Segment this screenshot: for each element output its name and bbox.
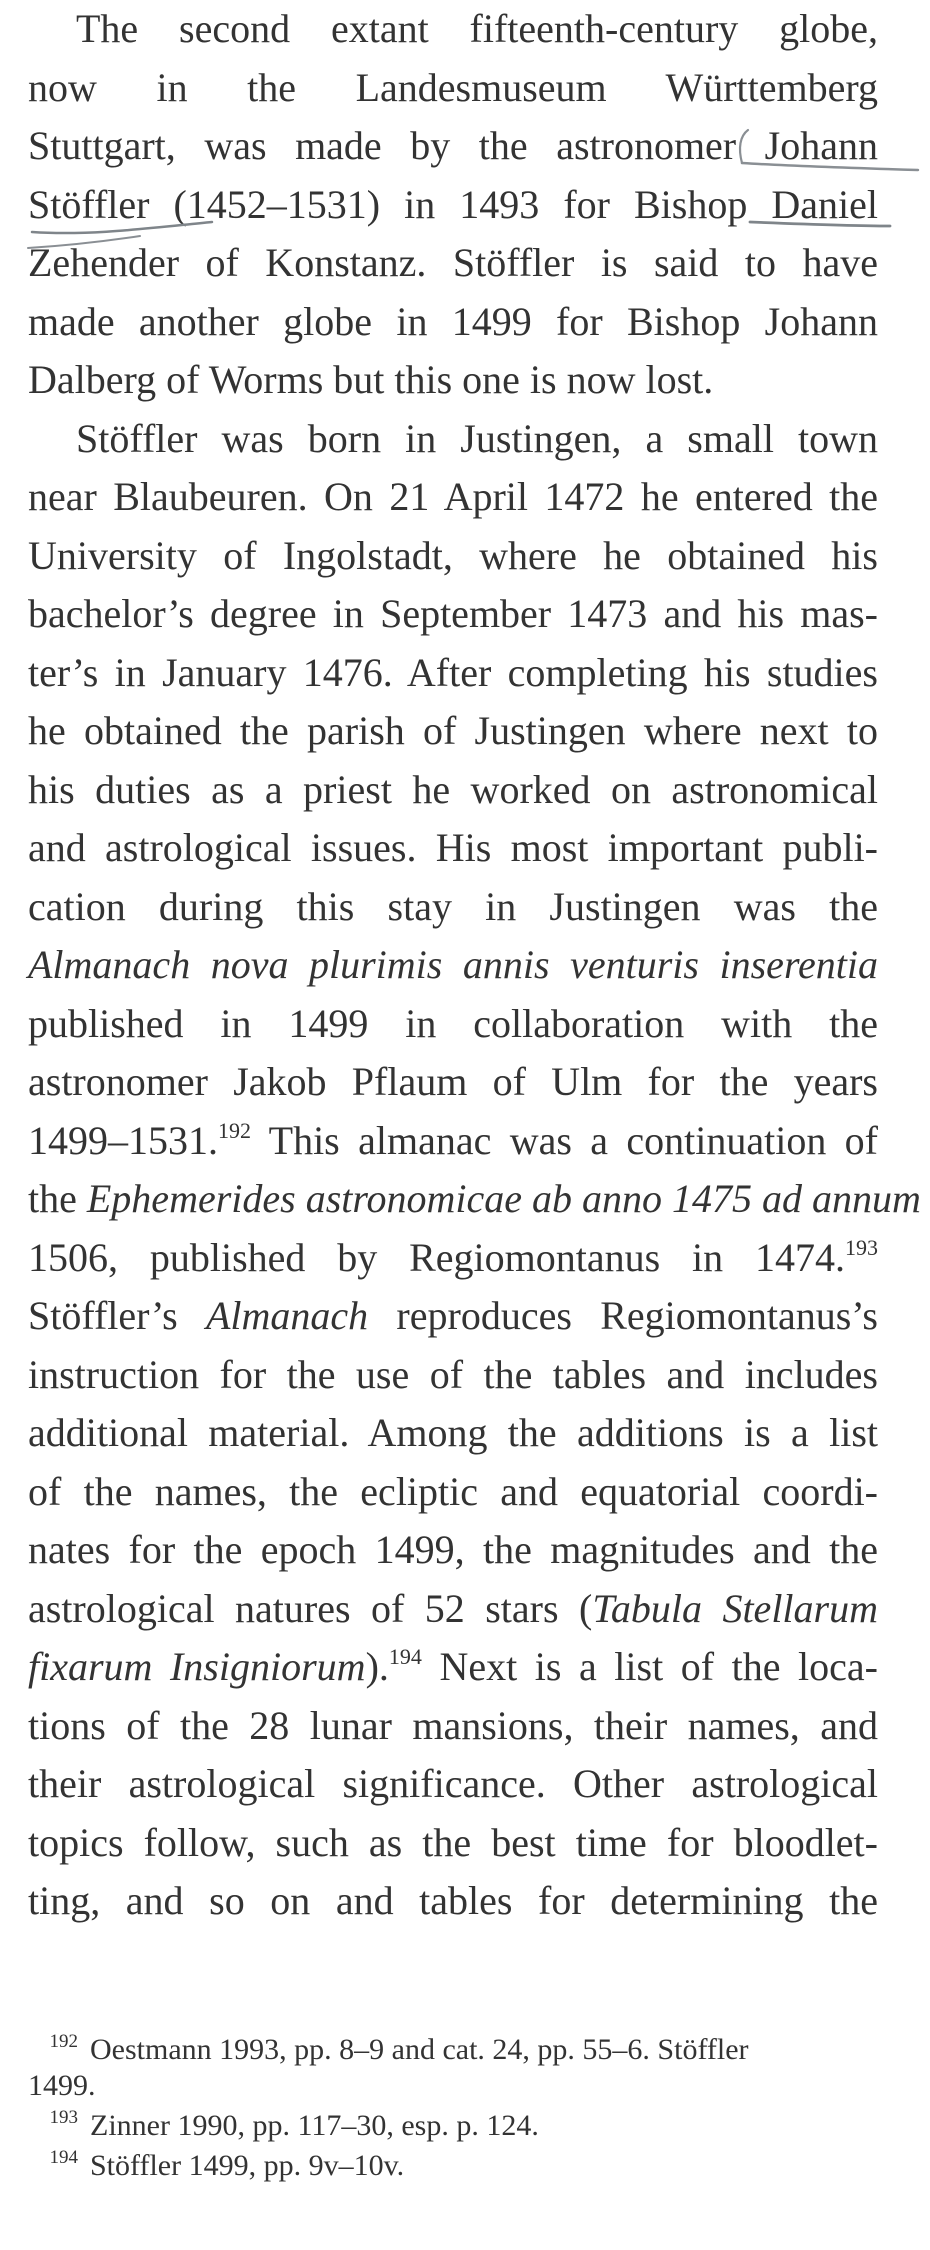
text-segment: made another globe in 1499 for Bishop Johann xyxy=(28,298,878,344)
text-line xyxy=(28,1580,878,1639)
text-segment: topics follow, such as the best time for bloodlet- xyxy=(28,1819,878,1865)
text-segment: their astrological significance. Other astrological xyxy=(28,1761,878,1806)
text-line xyxy=(28,761,878,820)
text-segment: 1499–1531. xyxy=(28,1117,218,1163)
text-segment: Zehender of Konstanz. Stöffler is said to have xyxy=(28,240,878,285)
text-line xyxy=(28,1229,878,1288)
text-line xyxy=(28,936,878,995)
text-line xyxy=(28,1697,878,1756)
text-line xyxy=(28,1170,921,1229)
text-segment: instruction for the use of the tables and includes xyxy=(28,1351,878,1397)
text-line xyxy=(28,1755,878,1814)
text-segment: ting, and so on and tables for determining the xyxy=(28,1878,878,1923)
footnote-text: Oestmann 1993, pp. 8–9 and cat. 24, pp. 55–6. Stöffler xyxy=(90,2033,749,2066)
footnote-line: 194 Stöffler 1499, pp. 9v–10v. xyxy=(49,2147,405,2182)
text-line xyxy=(28,176,878,235)
footnotes xyxy=(28,2032,878,2184)
text-line xyxy=(28,878,878,937)
text-segment: his duties as a priest he worked on astronomical xyxy=(28,766,878,812)
text-line xyxy=(28,1638,878,1697)
footnote-line: 193 Zinner 1990, pp. 117–30, esp. p. 124. xyxy=(49,2107,539,2142)
footnote-ref: 192 xyxy=(218,1117,251,1143)
text-segment: University of Ingolstadt, where he obtained his xyxy=(28,532,878,578)
footnote-line xyxy=(28,2068,878,2104)
text-line xyxy=(28,0,878,59)
text-line xyxy=(28,1872,878,1931)
text-line xyxy=(28,995,878,1054)
text-line xyxy=(28,351,878,410)
text-segment: Stuttgart, was made by the astronomer Johann xyxy=(28,123,878,168)
text-line xyxy=(28,1521,878,1580)
italic-text: Tabula Stellarum xyxy=(592,1585,878,1631)
text-line xyxy=(28,1112,878,1171)
text-segment: near Blaubeuren. On 21 April 1472 he entered the xyxy=(28,474,878,519)
text-line xyxy=(28,59,878,118)
text-segment: astronomer Jakob Pflaum of Ulm for the years xyxy=(28,1059,878,1104)
text-segment: Stöffler’s xyxy=(28,1293,206,1338)
text-segment: ter’s in January 1476. After completing his studies xyxy=(28,649,878,695)
text-segment: bachelor’s degree in September 1473 and his mas- xyxy=(28,591,878,636)
text-segment: The second extant fifteenth-century globe, xyxy=(76,6,878,51)
footnote-text: Zinner 1990, pp. 117–30, esp. p. 124. xyxy=(90,2109,539,2142)
text-line xyxy=(28,1463,878,1522)
text-line xyxy=(28,117,878,176)
text-line xyxy=(28,1287,878,1346)
text-segment: cation during this stay in Justingen was the xyxy=(28,883,878,929)
text-segment: nates for the epoch 1499, the magnitudes and the xyxy=(28,1527,878,1572)
body-text xyxy=(28,0,921,1931)
text-line xyxy=(28,527,878,586)
text-segment: of the names, the ecliptic and equatorial coordi- xyxy=(28,1468,878,1514)
text-line xyxy=(28,234,878,293)
italic-text: Ephemerides astronomicae ab anno 1475 ad annum xyxy=(86,1176,921,1221)
footnote-ref: 194 xyxy=(388,1644,422,1669)
italic-text: Almanach xyxy=(205,1293,369,1338)
text-line xyxy=(28,819,878,878)
text-segment: ). xyxy=(365,1644,389,1689)
text-segment: 1506, published by Regiomontanus in 1474. xyxy=(28,1234,845,1280)
text-segment: Next is a list of the loca- xyxy=(421,1644,878,1689)
text-segment: astrological natures of 52 stars ( xyxy=(28,1585,593,1631)
text-segment: now in the Landesmuseum Württemberg xyxy=(28,64,878,110)
text-segment: Dalberg of Worms but this one is now lost. xyxy=(28,357,714,402)
text-line xyxy=(28,1404,878,1463)
text-line xyxy=(28,1346,878,1405)
text-segment: Stöffler (1452–1531) in 1493 for Bishop Daniel xyxy=(28,181,878,227)
text-segment: published in 1499 in collaboration with the xyxy=(28,1000,878,1046)
footnote-ref: 193 xyxy=(845,1234,878,1260)
footnote-text: 1499. xyxy=(28,2069,96,2102)
text-segment: Stöffler was born in Justingen, a small town xyxy=(76,415,878,461)
italic-text: Almanach nova plurimis annis venturis inserentia xyxy=(28,942,878,987)
footnote-text: Stöffler 1499, pp. 9v–10v. xyxy=(90,2149,405,2182)
text-line xyxy=(28,410,878,469)
text-segment: tions of the 28 lunar mansions, their names, and xyxy=(28,1702,878,1748)
text-line xyxy=(28,293,878,352)
text-line xyxy=(28,1053,878,1112)
footnote-line: 192 Oestmann 1993, pp. 8–9 and cat. 24, pp. 55–6. Stöffler xyxy=(49,2031,749,2066)
italic-text: fixarum Insigniorum xyxy=(28,1644,366,1689)
text-segment: This almanac was a continuation of xyxy=(251,1117,878,1163)
text-line xyxy=(28,702,878,761)
text-line xyxy=(28,644,878,703)
text-segment: he obtained the parish of Justingen where next to xyxy=(28,708,878,753)
text-line xyxy=(28,585,878,644)
text-segment: additional material. Among the additions is a list xyxy=(28,1410,878,1455)
text-line xyxy=(28,468,878,527)
text-segment: the xyxy=(28,1176,87,1221)
text-segment: reproduces Regiomontanus’s xyxy=(368,1293,878,1338)
text-segment: and astrological issues. His most important publi- xyxy=(28,825,878,870)
text-line xyxy=(28,1814,878,1873)
